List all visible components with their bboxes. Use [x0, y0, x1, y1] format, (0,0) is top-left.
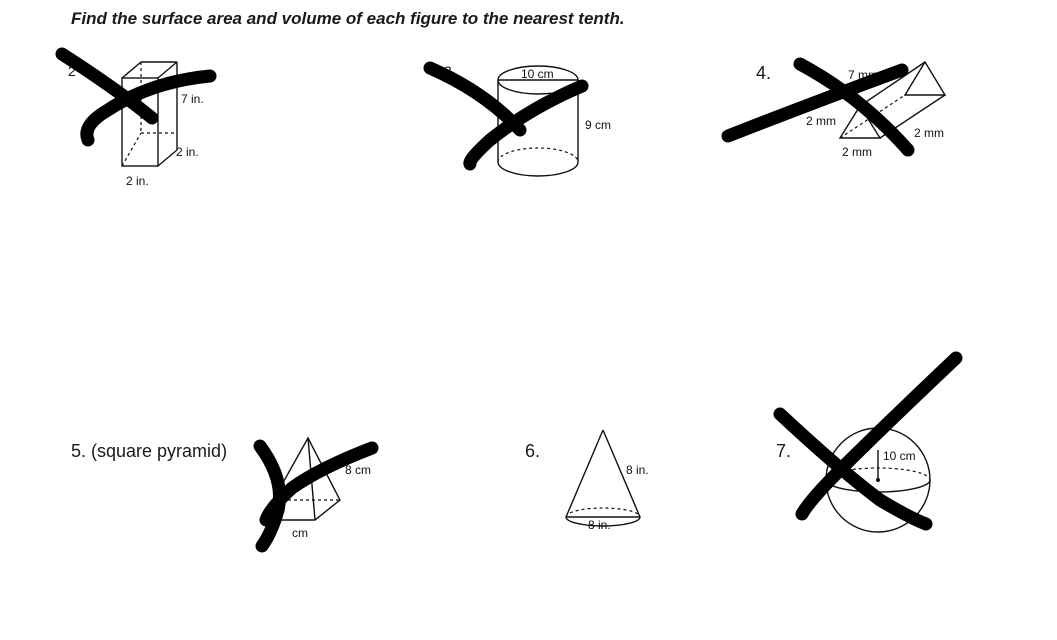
problem-6-diameter-label: 8 in. — [588, 518, 611, 532]
problem-2-height-label: 7 in. — [181, 92, 204, 106]
problem-7-number: 7. — [776, 441, 792, 461]
problem-2-depth-label: 2 in. — [176, 145, 199, 159]
problem-4-right-label: 2 mm — [914, 126, 944, 140]
problem-4-length-label: 7 mm — [848, 68, 878, 82]
cross-out-mark — [802, 358, 956, 514]
problem-5-slant-label: 8 cm — [345, 463, 372, 477]
problem-6-number: 6. — [525, 441, 541, 461]
problem-4-base-label: 2 mm — [842, 145, 872, 159]
problem-3-diameter-label: 10 cm — [521, 67, 554, 81]
problem-5-number: 5. (square pyramid) — [71, 441, 228, 461]
problem-3-height-label: 9 cm — [585, 118, 612, 132]
problem-3-number: 3 — [444, 63, 452, 79]
problem-2-width-label: 2 in. — [126, 174, 149, 188]
problem-5-base-label: cm — [292, 526, 308, 540]
worksheet-instructions: Find the surface area and volume of each figure to the nearest tenth. — [71, 9, 625, 28]
problem-2-number: 2 — [68, 63, 76, 79]
problem-7-radius-label: 10 cm — [883, 449, 916, 463]
problem-4-side-label: 2 mm — [806, 114, 836, 128]
problem-4-number: 4. — [756, 63, 772, 83]
problem-6-slant-label: 8 in. — [626, 463, 649, 477]
cone-figure — [566, 430, 649, 532]
